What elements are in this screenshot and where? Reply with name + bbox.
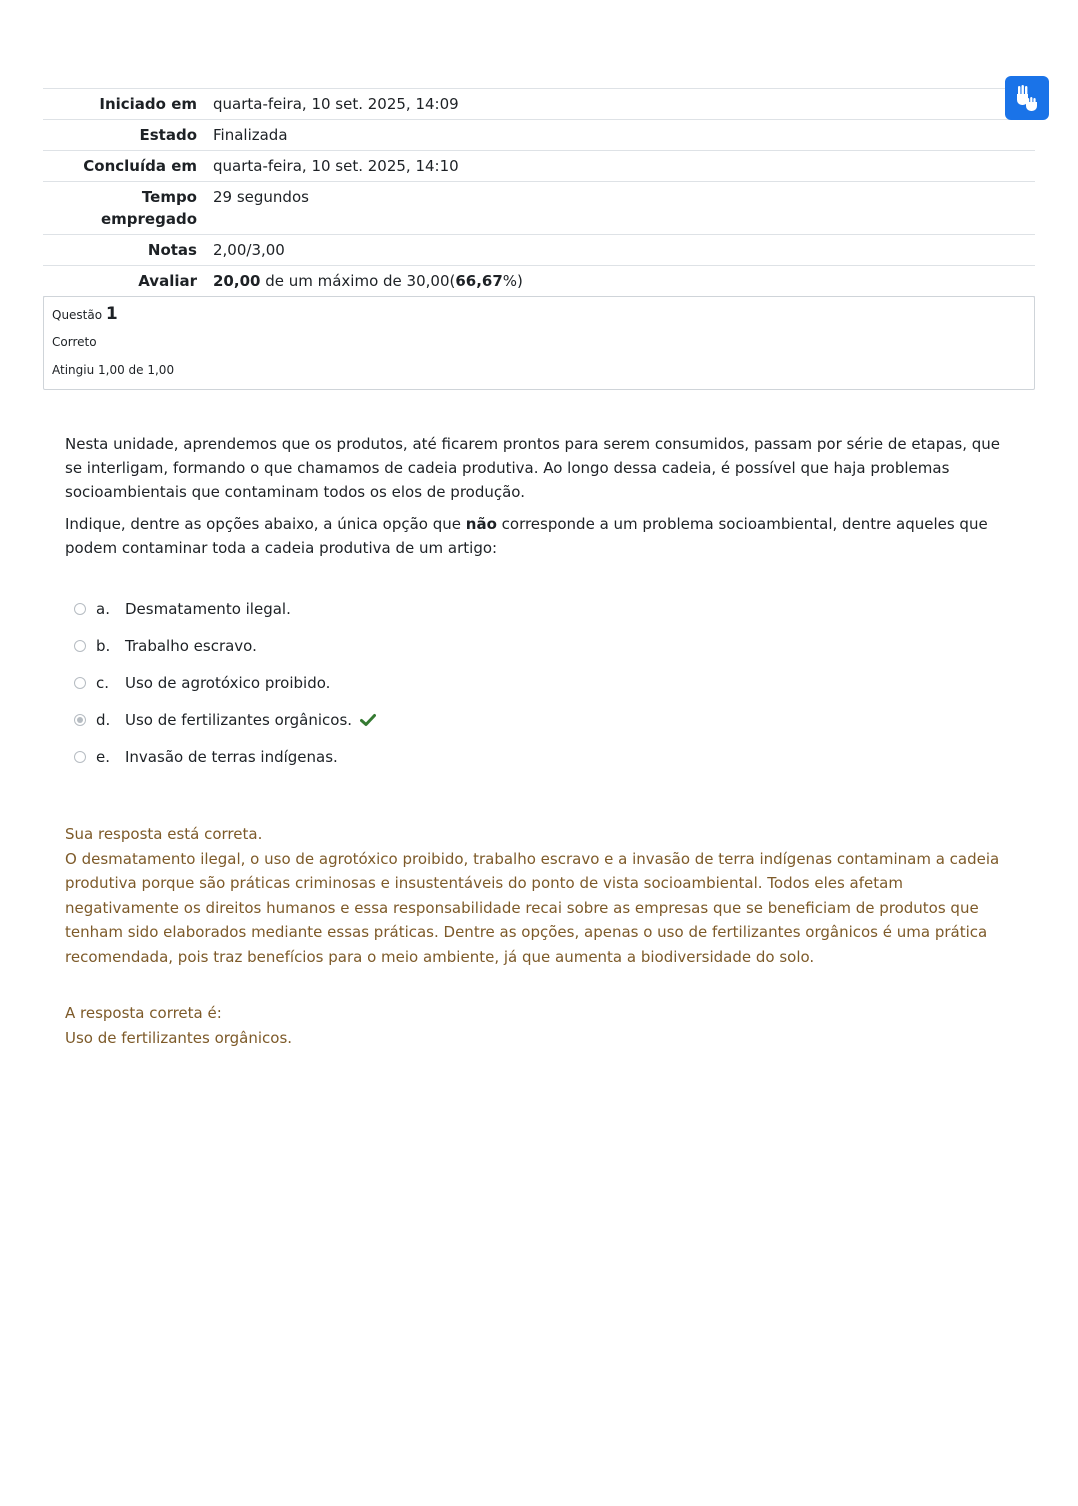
time-label-line-1: Tempo [141, 188, 197, 206]
time-value: 29 segundos [213, 188, 309, 206]
question-prompt-end: corresponde a um problema socioambiental, dentre aqueles que podem contaminar toda a cadeia produtiva de um artigo: [65, 515, 988, 557]
question-paragraph-2 [65, 512, 1015, 560]
question-paragraph-1: Nesta unidade, aprendemos que os produtos, até ficarem prontos para serem consumidos, passam por série de etapas, que se interligam, formando o que chamamos de cadeia produtiva. Ao longo dessa cadeia, é possível que haja problemas socioambientais que contaminam todos os elos de produção. [65, 435, 1001, 501]
option-letter-a: a. [96, 599, 110, 618]
option-text-e: Invasão de terras indígenas. [125, 747, 338, 766]
state-label: Estado [139, 126, 197, 144]
grade-label: Avaliar [138, 272, 197, 290]
answer-option-c[interactable] [74, 664, 674, 701]
option-letter-d: d. [96, 710, 111, 729]
answer-option-a[interactable] [74, 590, 674, 627]
option-text-d: Uso de fertilizantes orgânicos. [125, 710, 353, 729]
state-value: Finalizada [213, 126, 288, 144]
grade-suffix: %) [502, 272, 523, 290]
summary-row-completed [43, 151, 1035, 182]
started-value: quarta-feira, 10 set. 2025, 14:09 [213, 95, 459, 113]
option-text-a: Desmatamento ilegal. [125, 599, 291, 618]
answer-option-b[interactable] [74, 627, 674, 664]
checkmark-icon [360, 713, 376, 727]
grade-value [205, 266, 1035, 297]
specific-feedback: Sua resposta está correta. [65, 825, 263, 843]
started-label: Iniciado em [99, 95, 197, 113]
grade-score: 20,00 [213, 272, 261, 290]
time-label [43, 182, 205, 235]
question-label: Questão [52, 308, 103, 322]
question-info-box [43, 296, 1035, 390]
sign-language-hands-icon [1012, 83, 1042, 113]
summary-row-marks [43, 235, 1035, 266]
radio-option-b[interactable] [74, 640, 86, 652]
question-grade: Atingiu 1,00 de 1,00 [52, 363, 175, 377]
radio-option-a[interactable] [74, 603, 86, 615]
answer-option-d[interactable] [74, 701, 674, 738]
option-letter-e: e. [96, 747, 110, 766]
accessibility-button[interactable] [1005, 76, 1049, 120]
summary-row-grade [43, 266, 1035, 297]
summary-row-started [43, 89, 1035, 120]
answer-options [74, 590, 674, 775]
summary-row-state [43, 120, 1035, 151]
right-answer-label: A resposta correta é: [65, 1004, 222, 1022]
question-number-value: 1 [105, 304, 118, 324]
grade-text: de um máximo de 30,00( [260, 272, 456, 290]
completed-label: Concluída em [83, 157, 197, 175]
question-text [65, 432, 1015, 560]
marks-value: 2,00/3,00 [213, 241, 285, 259]
feedback-section [65, 822, 1015, 1050]
right-answer-value: Uso de fertilizantes orgânicos. [65, 1028, 293, 1047]
general-feedback: O desmatamento ilegal, o uso de agrotóxico proibido, trabalho escravo e a invasão de terra indígenas contaminam a cadeia produtiva porque são práticas criminosas e insustentáveis do ponto de vista socioambiental. Todos eles afetam negativamente os direitos humanos e essa responsabilidade recai sobre as empresas que se beneficiam de produtos que tenham sido elaborados mediante essas práticas. Dentre as opções, apenas o uso de fertilizantes orgânicos é uma prática recomendada, pois traz benefícios para o meio ambiente, já que aumenta a biodiversidade do solo. [65, 849, 1000, 966]
option-letter-b: b. [96, 636, 111, 655]
answer-option-e[interactable] [74, 738, 674, 775]
radio-option-d-selected[interactable] [74, 714, 86, 726]
option-text-b: Trabalho escravo. [125, 636, 257, 655]
question-state: Correto [52, 335, 97, 349]
time-label-line-2: empregado [100, 210, 197, 228]
marks-label: Notas [147, 241, 197, 259]
question-prompt-emphasis: não [465, 515, 497, 533]
question-number [52, 305, 1026, 324]
completed-value: quarta-feira, 10 set. 2025, 14:10 [213, 157, 459, 175]
grade-percent: 66,67 [455, 272, 503, 290]
radio-option-e[interactable] [74, 751, 86, 763]
summary-row-time [43, 182, 1035, 235]
option-letter-c: c. [96, 673, 110, 692]
radio-option-c[interactable] [74, 677, 86, 689]
quiz-summary-table [43, 88, 1035, 297]
right-answer [65, 1001, 1015, 1050]
option-text-c: Uso de agrotóxico proibido. [125, 673, 331, 692]
question-prompt-start: Indique, dentre as opções abaixo, a única opção que [65, 515, 466, 533]
